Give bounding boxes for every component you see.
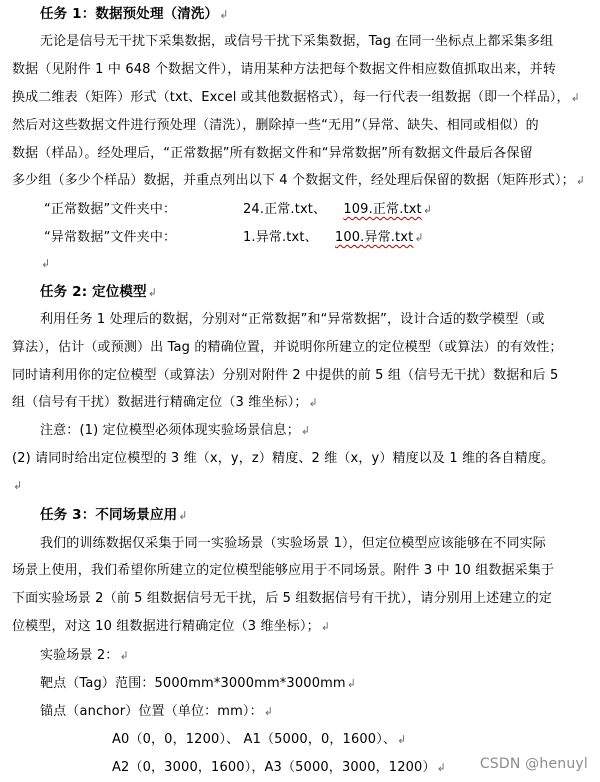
task2-heading: 任务 2: 定位模型↲ [40, 284, 158, 300]
task2-note-2: (2) 请同时给出定位模型的 3 维（x，y，z）精度、2 维（x，y）精度以及 1 维的各自精度。 [12, 451, 555, 466]
anchor-positions-line-2: A2（0，3000，1600），A3（5000，3000，1200）↲ [112, 760, 446, 775]
empty-paragraph: ↲ [13, 479, 23, 492]
task3-para-line: 下面实验场景 2（前 5 组数据信号无干扰，后 5 组数据信号有干扰），请分别用上述建立的定 [12, 591, 552, 606]
file-100-abnormal: 100.异常.txt [334, 230, 414, 245]
task1-heading: 任务 1：数据预处理（清洗）↲ [40, 6, 229, 22]
task2-para-line: 同时请利用你的定位模型（或算法）分别对附件 2 中提供的前 5 组（信号无干扰）数据和后 5 [12, 368, 559, 383]
task1-para-line: 换成二维表（矩阵）形式（txt、Excel 或其他数据格式），每一行代表一组数据（即一个样品），↲ [12, 90, 581, 105]
normal-file-list: 24.正常.txt、 109.正常.txt↲ [243, 202, 433, 217]
task1-para-line: 数据（样品）。经处理后，“正常数据”所有数据文件和“异常数据”所有数据文件最后各保留 [12, 146, 533, 161]
task1-para-line: 数据（见附件 1 中 648 个数据文件），请用某种方法把每个数据文件相应数值抓取出来，并转 [12, 62, 557, 77]
normal-folder-label: “正常数据”文件夹中： [44, 202, 177, 217]
file-24-normal: 24.正常.txt、 [243, 202, 327, 217]
task2-note-1: 注意：(1) 定位模型必须体现实验场景信息；↲ [40, 423, 311, 438]
file-109-normal: 109.正常.txt [343, 202, 422, 217]
task1-para-line: 然后对这些数据文件进行预处理（清洗），删除掉一些“无用”（异常、缺失、相同或相似）的 [12, 118, 539, 133]
task3-para-line: 位模型，对这 10 组数据进行精确定位（3 维坐标）；↲ [12, 619, 331, 634]
task2-para-line: 利用任务 1 处理后的数据，分别对“正常数据”和“异常数据”，设计合适的数学模型（或 [40, 312, 545, 327]
csdn-watermark: CSDN @henuyl [479, 756, 588, 772]
abnormal-file-list: 1.异常.txt、 100.异常.txt↲ [243, 230, 424, 245]
file-1-abnormal: 1.异常.txt、 [243, 230, 318, 245]
task1-para-line: 无论是信号无干扰下采集数据，或信号干扰下采集数据，Tag 在同一坐标点上都采集多组 [40, 34, 554, 49]
task3-heading: 任务 3：不同场景应用↲ [40, 507, 188, 523]
empty-paragraph: ↲ [41, 257, 51, 270]
anchor-positions-line-1: A0（0，0，1200）、 A1（5000，0，1600）、↲ [112, 732, 407, 747]
task2-para-line: 组（信号有干扰）数据进行精确定位（3 维坐标）；↲ [12, 395, 318, 410]
task2-para-line: 算法），估计（或预测）出 Tag 的精确位置，并说明你所建立的定位模型（或算法）的有效性； [12, 340, 563, 355]
anchor-label: 锚点（anchor）位置（单位：mm）：↲ [40, 704, 274, 719]
tag-range: 靶点（Tag）范围：5000mm*3000mm*3000mm↲ [40, 676, 357, 691]
scene-label: 实验场景 2：↲ [40, 648, 129, 663]
abnormal-folder-label: “异常数据”文件夹中： [44, 230, 177, 245]
task1-para-line: 多少组（多少个样品）数据，并重点列出以下 4 个数据文件，经处理后保留的数据（矩阵形式）；↲ [12, 173, 586, 188]
task3-para-line: 我们的训练数据仅采集于同一实验场景（实验场景 1），但定位模型应该能够在不同实际 [40, 536, 546, 551]
task3-para-line: 场景上使用，我们希望你所建立的定位模型能够应用于不同场景。附件 3 中 10 组数据采集于 [12, 563, 555, 578]
